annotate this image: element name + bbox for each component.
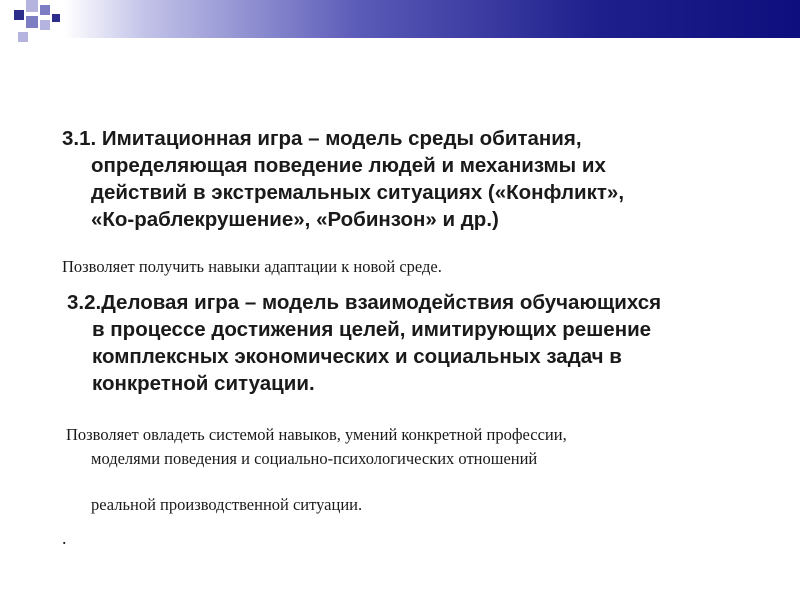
paragraph-line: комплексных экономических и социальных задач в	[92, 345, 622, 368]
note-line: реальной производственной ситуации.	[91, 495, 363, 514]
note-line: Позволяет получить навыки адаптации к новой среде.	[62, 257, 442, 276]
note-line: моделями поведения и социально-психологических отношений	[91, 449, 538, 468]
note-3-1	[62, 257, 442, 277]
paragraph-line: определяющая поведение людей и механизмы их	[91, 154, 606, 177]
deco-square-icon	[14, 10, 24, 20]
note-line: Позволяет овладеть системой навыков, умений конкретной профессии,	[66, 425, 567, 444]
paragraph-line: в процессе достижения целей, имитирующих решение	[92, 318, 652, 341]
deco-square-icon	[18, 32, 28, 42]
header-gradient-band	[0, 0, 800, 38]
paragraph-line: «Ко-раблекрушение», «Робинзон» и др.)	[91, 208, 499, 231]
paragraph-line: 3.2.Деловая игра – модель взаимодействия обучающихся	[67, 291, 662, 314]
trailing-dot: .	[62, 528, 67, 548]
paragraph-line: конкретной ситуации.	[92, 372, 315, 395]
paragraph-3-1	[62, 126, 624, 233]
deco-square-icon	[40, 20, 50, 30]
deco-square-icon	[52, 14, 60, 22]
deco-square-icon	[26, 16, 38, 28]
deco-square-icon	[40, 5, 50, 15]
paragraph-3-2	[67, 290, 661, 397]
paragraph-line: действий в экстремальных ситуациях («Конфликт»,	[91, 181, 625, 204]
deco-square-icon	[26, 0, 38, 12]
paragraph-line: 3.1. Имитационная игра – модель среды обитания,	[62, 127, 582, 150]
note-3-2	[66, 425, 567, 515]
